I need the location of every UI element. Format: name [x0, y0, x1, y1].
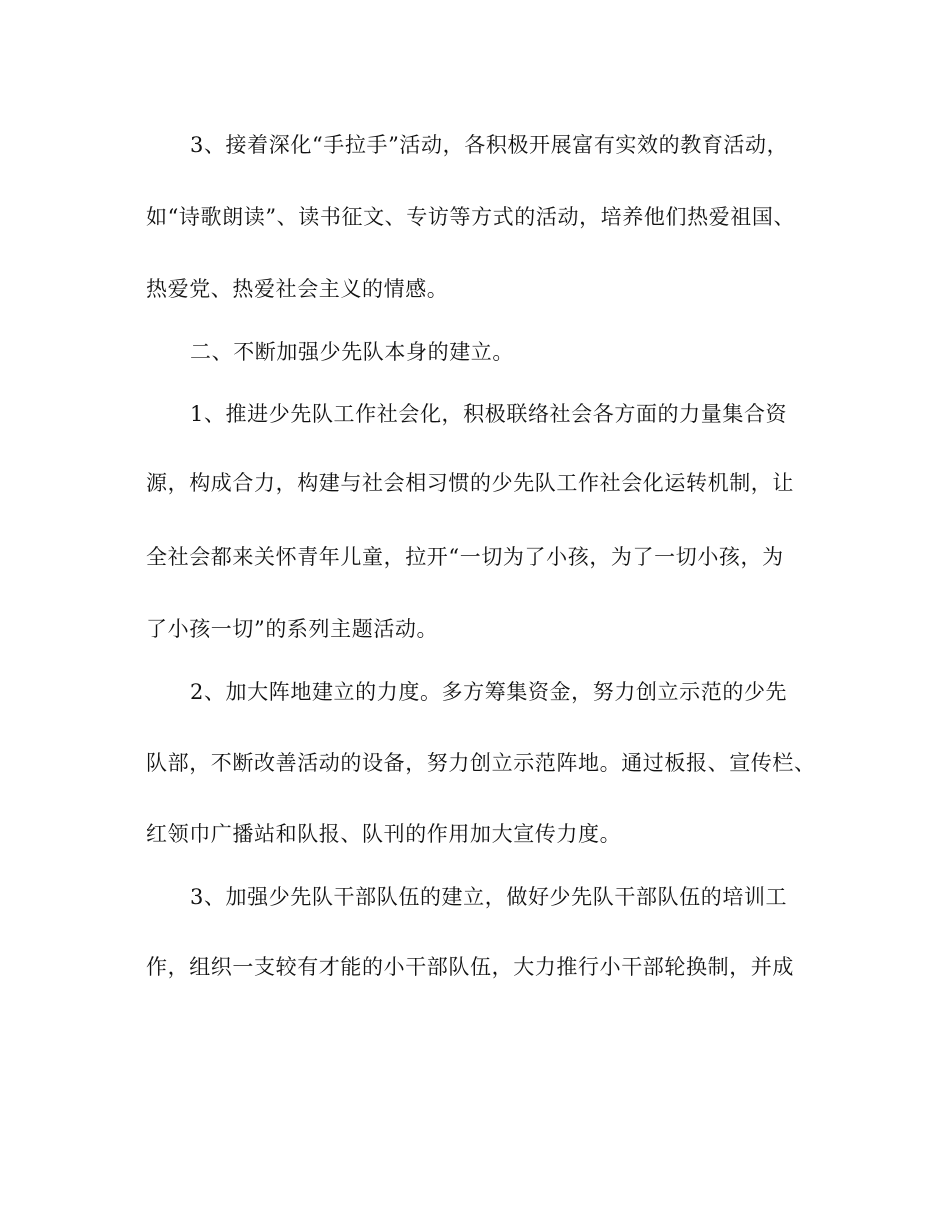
- paragraph-line: 红领巾广播站和队报、队刊的作用加大宣传力度。: [146, 822, 622, 846]
- paragraph-line: 源，构成合力，构建与社会相习惯的少先队工作社会化运转机制，让: [146, 471, 794, 495]
- paragraph-line: 2、加大阵地建立的力度。多方筹集资金，努力创立示范的少先: [190, 680, 788, 704]
- paragraph-line: 3、接着深化“手拉手”活动，各积极开展富有实效的教育活动，: [190, 133, 789, 157]
- paragraph-line: 1、推进少先队工作社会化，积极联络社会各方面的力量集合资: [190, 402, 788, 426]
- paragraph-line: 作，组织一支较有才能的小干部队伍，大力推行小干部轮换制，并成: [146, 955, 794, 979]
- section-heading: 二、不断加强少先队本身的建立。: [190, 340, 514, 364]
- paragraph-line: 全社会都来关怀青年儿童，拉开“一切为了小孩，为了一切小孩，为: [146, 545, 784, 569]
- paragraph-line: 了小孩一切”的系列主题活动。: [146, 617, 439, 641]
- paragraph-line: 热爱党、热爱社会主义的情感。: [146, 277, 449, 301]
- paragraph-line: 3、加强少先队干部队伍的建立，做好少先队干部队伍的培训工: [190, 885, 788, 909]
- paragraph-line: 如“诗歌朗读”、读书征文、专访等方式的活动，培养他们热爱祖国、: [146, 205, 796, 229]
- paragraph-line: 队部，不断改善活动的设备，努力创立示范阵地。通过板报、宣传栏、: [146, 751, 816, 775]
